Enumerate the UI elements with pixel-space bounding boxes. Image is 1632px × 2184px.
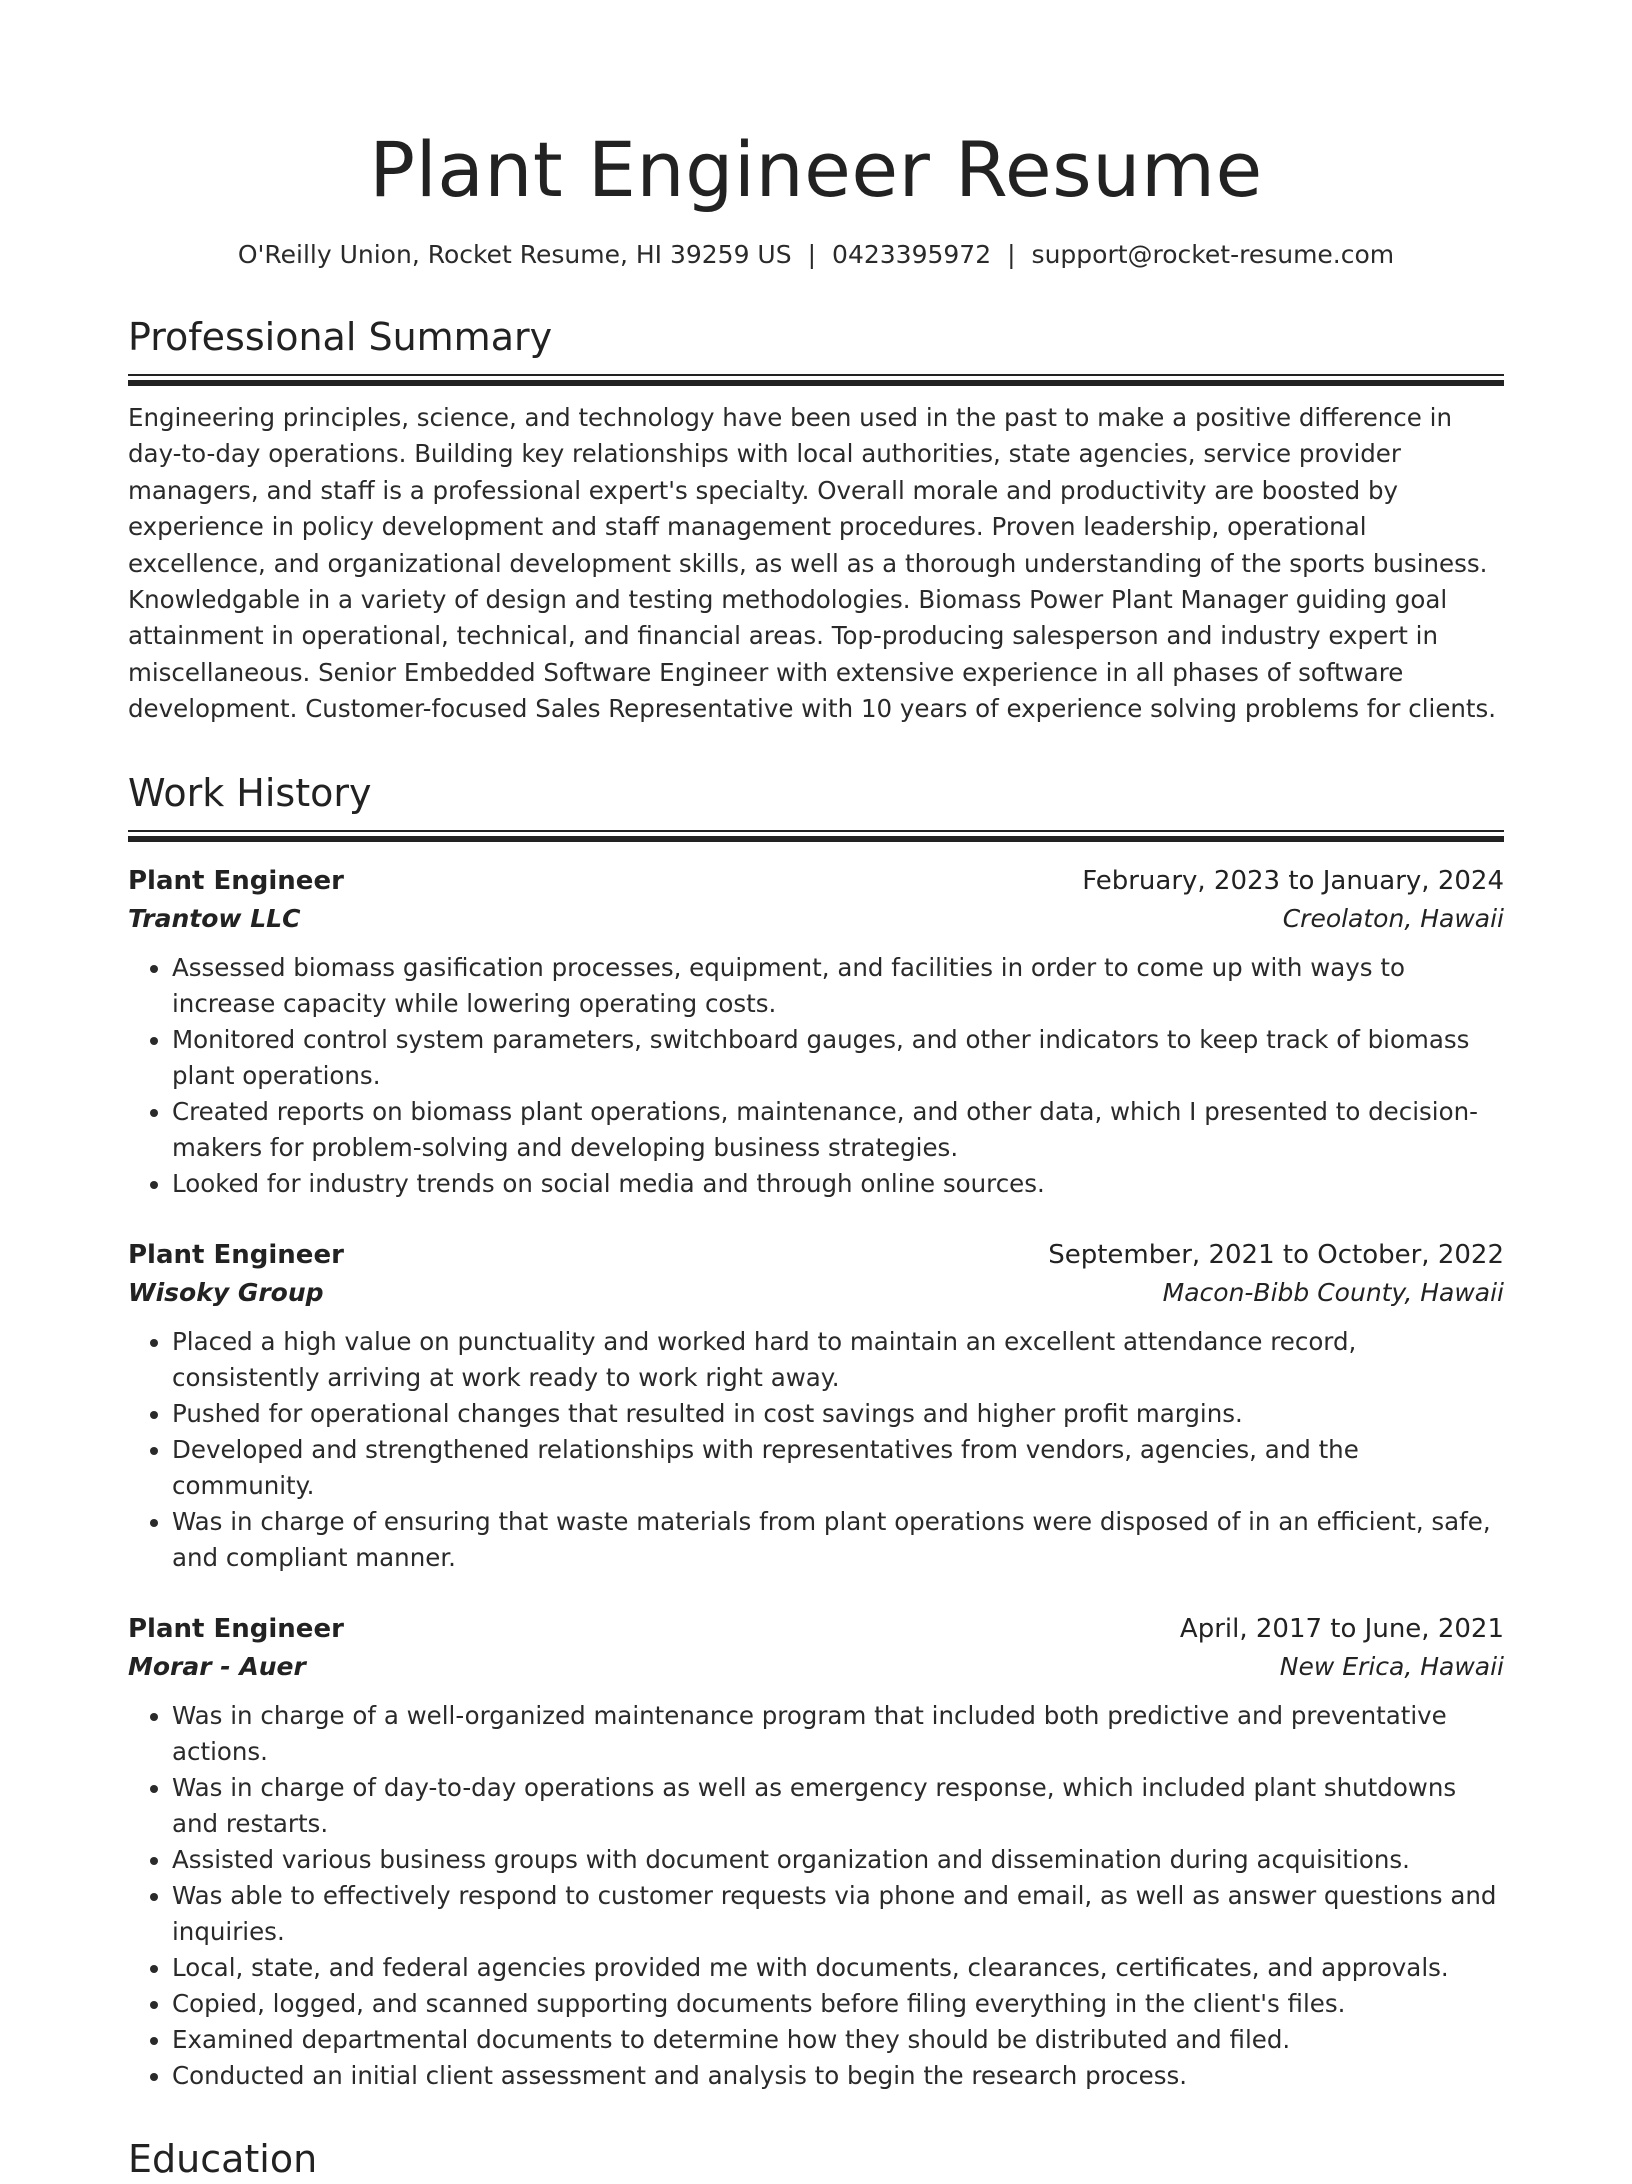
summary-heading: Professional Summary [128,315,553,359]
job-location: New Erica, Hawaii [1279,1651,1504,1681]
job-entry [128,862,1504,1202]
job-dates: February, 2023 to January, 2024 [1082,865,1504,896]
job-title: Plant Engineer [128,1613,344,1644]
job-bullet: • Was in charge of ensuring that waste materials from plant operations were disposed of in an efficient, safe, and compliant manner. [172,1504,1504,1576]
work-history-section [128,768,1504,2094]
education-section [128,2134,1504,2184]
resume-title: Plant Engineer Resume [369,125,1263,214]
job-bullets [128,1324,1504,1576]
job-location: Macon-Bibb County, Hawaii [1162,1277,1504,1307]
job-bullet: • Developed and strengthened relationships with representatives from vendors, agencies, and the community. [172,1432,1504,1504]
job-bullet: • Conducted an initial client assessment and analysis to begin the research process. [172,2058,1504,2094]
contact-line [128,238,1504,272]
work-history-heading: Work History [128,770,372,815]
education-heading: Education [128,2136,318,2181]
contact-separator: | [807,240,817,269]
job-company: Wisoky Group [128,1277,324,1307]
job-bullet: • Was in charge of a well-organized maintenance program that included both predictive and preventative actions. [172,1698,1504,1770]
job-bullet: • Local, state, and federal agencies provided me with documents, clearances, certificates, and approvals. [172,1950,1504,1986]
job-bullet: • Was in charge of day-to-day operations as well as emergency response, which included plant shutdowns and restarts. [172,1770,1504,1842]
job-bullet: • Looked for industry trends on social media and through online sources. [172,1166,1504,1202]
section-divider [128,374,1504,386]
contact-email[interactable]: support@rocket-resume.com [1031,240,1395,269]
job-bullets [128,1698,1504,2094]
job-company: Morar - Auer [128,1651,306,1681]
job-title: Plant Engineer [128,865,344,896]
job-bullet: • Copied, logged, and scanned supporting documents before filing everything in the client's files. [172,1986,1504,2022]
job-bullet: • Placed a high value on punctuality and worked hard to maintain an excellent attendance record, consistently arriving at work ready to work right away. [172,1324,1504,1396]
job-title: Plant Engineer [128,1239,344,1270]
contact-separator: | [1007,240,1016,269]
job-entry [128,1236,1504,1576]
contact-address: O'Reilly Union, Rocket Resume, HI 39259 US [237,240,792,269]
job-location: Creolaton, Hawaii [1282,903,1504,933]
contact-phone: 0423395972 [832,240,992,269]
job-dates: April, 2017 to June, 2021 [1179,1613,1504,1644]
job-bullet: • Assisted various business groups with document organization and dissemination during acquisitions. [172,1842,1504,1878]
job-bullet: • Monitored control system parameters, switchboard gauges, and other indicators to keep track of biomass plant operations. [172,1022,1504,1094]
job-bullets [128,950,1504,1202]
job-entry [128,1610,1504,2094]
summary-section [128,312,1504,728]
job-bullet: • Created reports on biomass plant operations, maintenance, and other data, which I presented to decision-makers for problem-solving and developing business strategies. [172,1094,1504,1166]
job-bullet: • Assessed biomass gasification processes, equipment, and facilities in order to come up with ways to increase capacity while lowering operating costs. [172,950,1504,1022]
section-divider [128,830,1504,842]
job-dates: September, 2021 to October, 2022 [1048,1239,1504,1270]
job-bullet: • Pushed for operational changes that resulted in cost savings and higher profit margins. [172,1396,1504,1432]
summary-text: Engineering principles, science, and technology have been used in the past to make a positive difference in day-to-day operations. Building key relationships with local authorities, state agencies, service provider managers, and staff is a professional expert's specialty. Overall morale and productivity are boosted by experience in policy development and staff management procedures. Proven leadership, operational excellence, and organizational development skills, as well as a thorough understanding of the sports business. Knowledgable in a variety of design and testing methodologies. Biomass Power Plant Manager guiding goal attainment in operational, technical, and financial areas. Top-producing salesperson and industry expert in miscellaneous. Senior Embedded Software Engineer with extensive experience in all phases of software development. Customer-focused Sales Representative with 10 years of experience solving problems for clients. [128,403,1497,724]
job-bullet: • Examined departmental documents to determine how they should be distributed and filed. [172,2022,1504,2058]
job-company: Trantow LLC [128,903,301,933]
job-bullet: • Was able to effectively respond to customer requests via phone and email, as well as answer questions and inquiries. [172,1878,1504,1950]
